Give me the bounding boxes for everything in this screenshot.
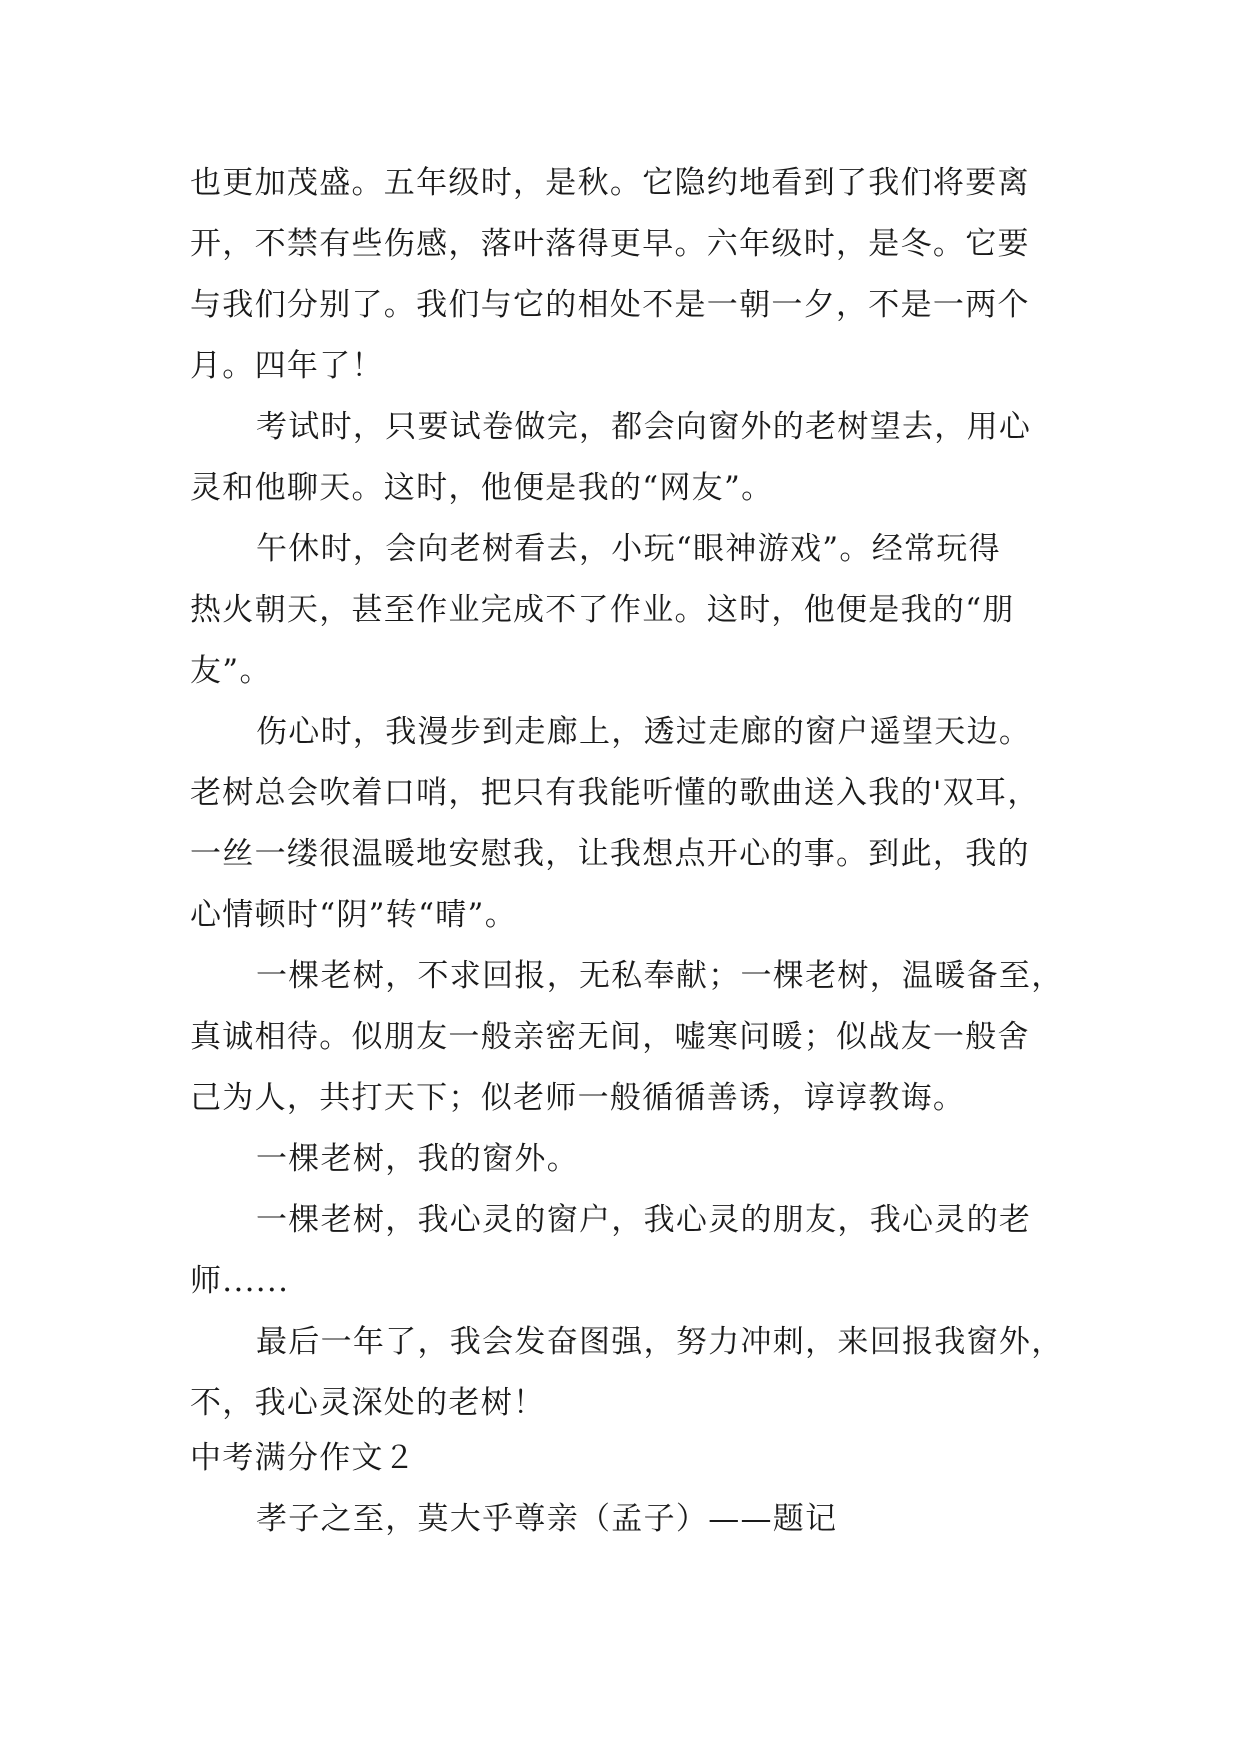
paragraph-line: 师...... — [190, 1263, 290, 1299]
paragraph-line: 心情顿时“阴”转“晴”。 — [190, 897, 517, 933]
paragraph-line: 与我们分别了。我们与它的相处不是一朝一夕，不是一两个 — [190, 287, 1030, 323]
paragraph-line: 也更加茂盛。五年级时，是秋。它隐约地看到了我们将要离 — [190, 165, 1030, 201]
paragraph-line: 一丝一缕很温暖地安慰我，让我想点开心的事。到此，我的 — [190, 836, 1030, 872]
paragraph-line: 一棵老树，我心灵的窗户，我心灵的朋友，我心灵的老 — [256, 1202, 1032, 1238]
paragraph-line: 热火朝天，甚至作业完成不了作业。这时，他便是我的“朋 — [190, 592, 1015, 628]
section-title: 中考满分作文２ — [190, 1440, 417, 1476]
paragraph-line: 老树总会吹着口哨，把只有我能听懂的歌曲送入我的'双耳， — [190, 775, 1040, 811]
paragraph-line: 己为人，共打天下；似老师一般循循善诱，谆谆教诲。 — [190, 1080, 966, 1116]
paragraph-line: 午休时，会向老树看去，小玩“眼神游戏”。经常玩得 — [256, 531, 1001, 567]
paragraph-line: 灵和他聊天。这时，他便是我的“网友”。 — [190, 470, 774, 506]
paragraph-line: 友”。 — [190, 653, 272, 689]
paragraph-line: 真诚相待。似朋友一般亲密无间，嘘寒问暖；似战友一般舍 — [190, 1019, 1030, 1055]
paragraph-line: 不，我心灵深处的老树！ — [190, 1385, 546, 1421]
paragraph-line: 考试时，只要试卷做完，都会向窗外的老树望去，用心 — [256, 409, 1032, 445]
paragraph-line: 一棵老树，我的窗外。 — [256, 1141, 579, 1177]
paragraph-line: 伤心时，我漫步到走廊上，透过走廊的窗户遥望天边。 — [256, 714, 1032, 750]
paragraph-line: 最后一年了，我会发奋图强，努力冲刺，来回报我窗外， — [256, 1324, 1064, 1360]
paragraph-line: 一棵老树，不求回报，无私奉献；一棵老树，温暖备至， — [256, 958, 1064, 994]
essay-body — [190, 153, 1070, 1434]
paragraph-line: 月。四年了！ — [190, 348, 384, 384]
epigraph: 孝子之至，莫大乎尊亲（孟子）——题记 — [256, 1501, 838, 1537]
paragraph-line: 开，不禁有些伤感，落叶落得更早。六年级时，是冬。它要 — [190, 226, 1030, 262]
